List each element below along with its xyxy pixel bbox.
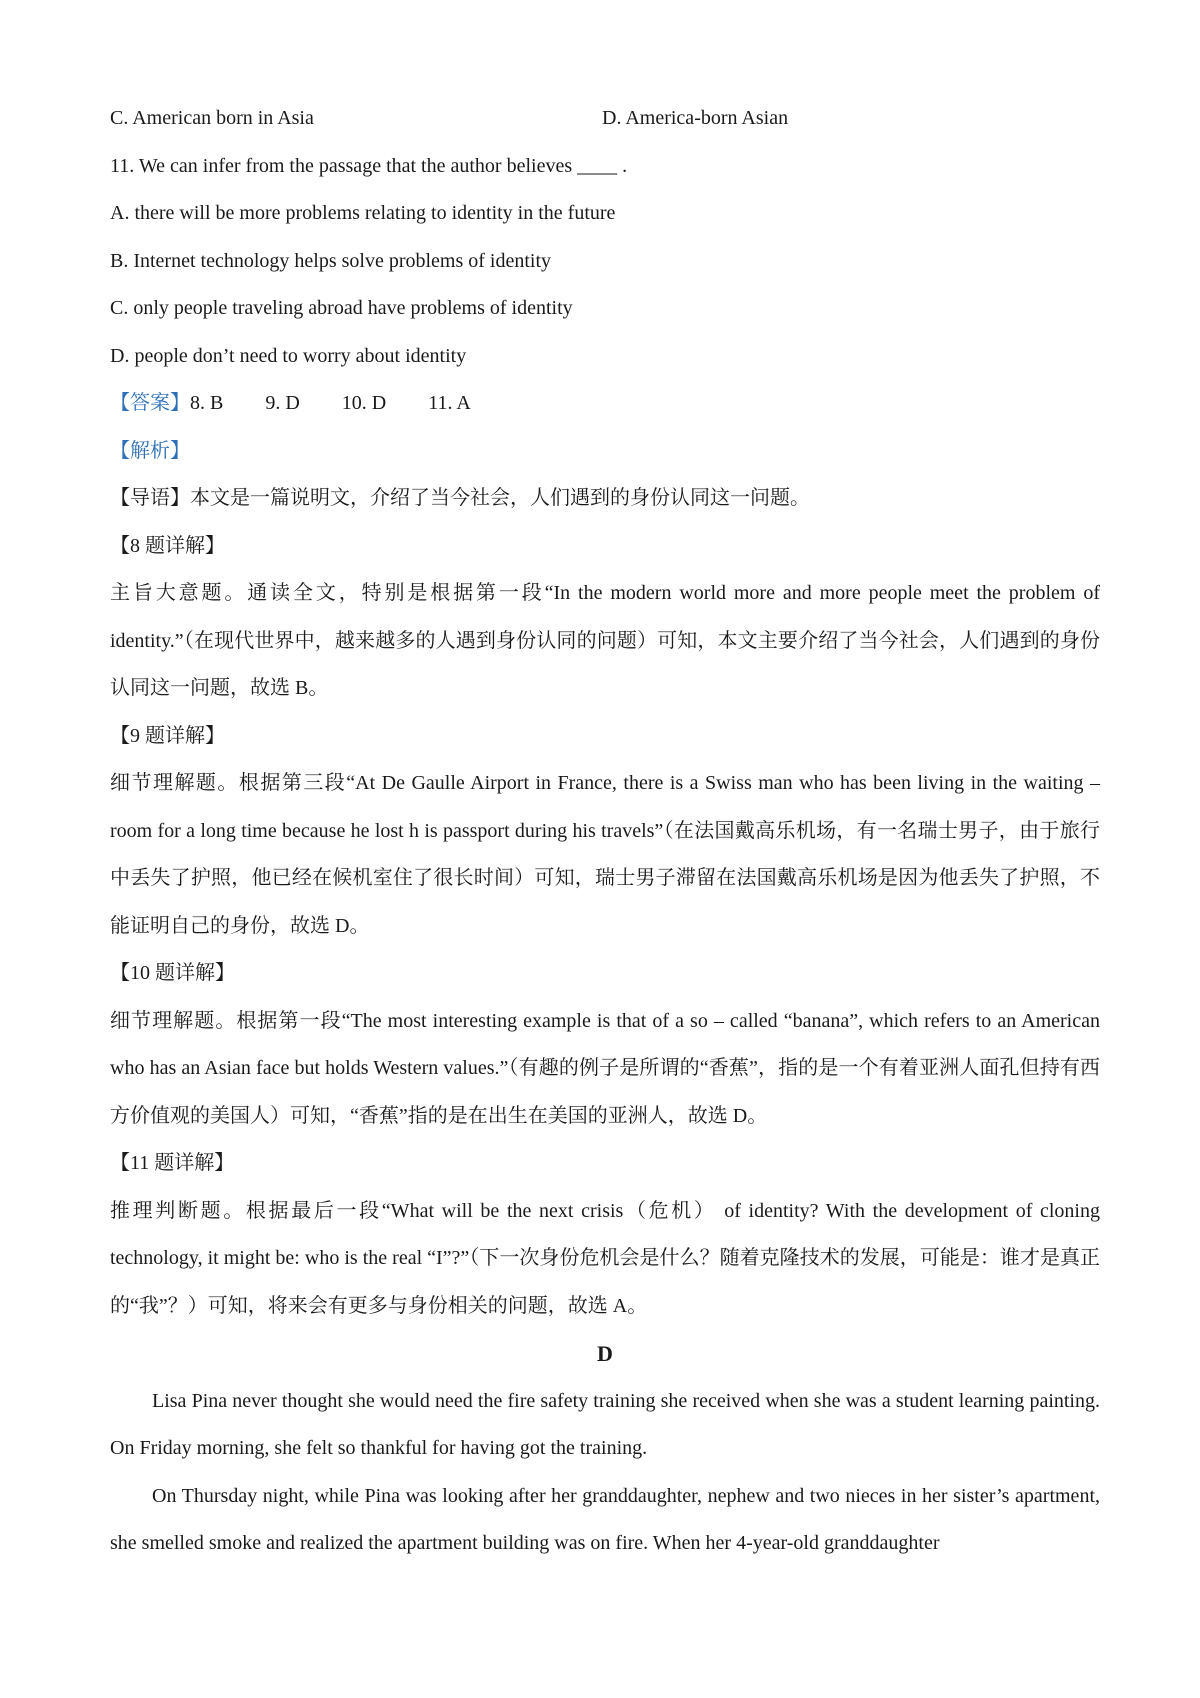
detail-text-8: 主旨大意题。通读全文，特别是根据第一段“In the modern world more and more people meet the problem of identity.”（在现代世界中，越来越多的人遇到身份认同的问题）可知，本文主要介绍了当今社会，人们遇到的身份认同这一问题，故选 B。: [110, 582, 1100, 699]
detail-text-10: 细节理解题。根据第一段“The most interesting example is that of a so – called “banana”, which refers to an American who has an Asian face but holds Western values.”（有趣的例子是所谓的“香蕉”，指的是一个有着亚洲人面孔但持有西方价值观的美国人）可知，“香蕉”指的是在出生在美国的亚洲人，故选 D。: [110, 1009, 1100, 1127]
answer-item: 9. D: [265, 392, 300, 414]
q11-option-a: A. there will be more problems relating to identity in the future: [110, 202, 616, 224]
q10-option-c: C. American born in Asia: [110, 107, 314, 129]
detail-heading-9: 【9 题详解】: [110, 724, 225, 747]
section-d-paragraph: On Thursday night, while Pina was looking after her granddaughter, nephew and two nieces in her sister’s apartment, she smelled smoke and realized the apartment building was on fire. When her 4-year-old granddaughter: [110, 1484, 1100, 1554]
detail-heading-8: 【8 题详解】: [110, 534, 225, 557]
detail-text-9: 细节理解题。根据第三段“At De Gaulle Airport in France, there is a Swiss man who has been living in the waiting – room for a long time because he lost h is passport during his travels”（在法国戴高乐机场，有一名瑞士男子，由于旅行中丢失了护照，他已经在候机室住了很长时间）可知，瑞士男子滞留在法国戴高乐机场是因为他丢失了护照，不能证明自己的身份，故选 D。: [110, 772, 1100, 937]
detail-text-11: 推理判断题。根据最后一段“What will be the next crisis（危机） of identity? With the development of cloning technology, it might be: who is the real “I”?”（下一次身份危机会是什么？随着克隆技术的发展，可能是：谁才是真正的“我”？）可知，将来会有更多与身份相关的问题，故选 A。: [110, 1199, 1100, 1317]
q10-option-d: D. America-born Asian: [602, 107, 789, 129]
detail-heading-11: 【11 题详解】: [110, 1152, 235, 1174]
answer-item: 8. B: [190, 392, 224, 414]
intro-guide: 【导语】本文是一篇说明文，介绍了当今社会，人们遇到的身份认同这一问题。: [110, 487, 810, 509]
q10-options-row: [110, 95, 1100, 143]
section-d-paragraph: Lisa Pina never thought she would need the fire safety training she received when she was a student learning painting. On Friday morning, she felt so thankful for having got the training.: [110, 1389, 1100, 1459]
answer-item: 11. A: [428, 392, 471, 414]
detail-heading-10: 【10 题详解】: [110, 962, 235, 984]
q11-option-c: C. only people traveling abroad have problems of identity: [110, 297, 573, 319]
answer-row: [110, 380, 1100, 428]
answer-item: 10. D: [341, 392, 387, 414]
q11-option-d: D. people don’t need to worry about identity: [110, 344, 467, 367]
answer-label: 【答案】: [110, 392, 190, 414]
q11-stem: 11. We can infer from the passage that the author believes ____ .: [110, 154, 628, 177]
section-d-title: D: [597, 1341, 613, 1366]
document-page: [110, 95, 1100, 1568]
q11-option-b: B. Internet technology helps solve problems of identity: [110, 249, 552, 272]
analysis-label: 【解析】: [110, 439, 190, 462]
